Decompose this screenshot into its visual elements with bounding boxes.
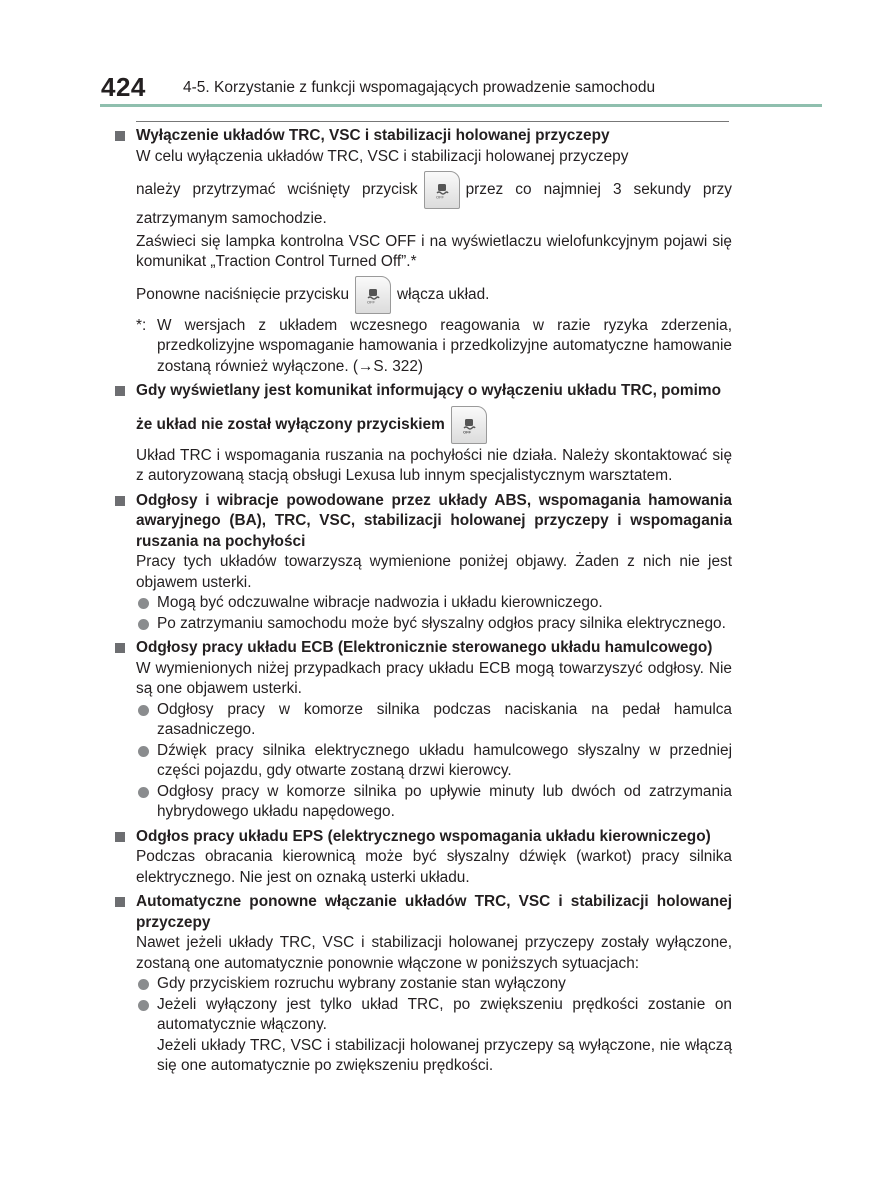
- section-title: Automatyczne ponowne włączanie układów TRC, VSC i stabilizacji holowanej przyczepy: [136, 893, 732, 931]
- list-item: [115, 995, 732, 1036]
- svg-text:OFF: OFF: [367, 299, 376, 304]
- text: Ponowne naciśnięcie przycisku: [136, 285, 350, 303]
- content-rule: [136, 121, 729, 122]
- square-bullet-icon: [115, 897, 125, 907]
- content: [115, 126, 732, 1077]
- list-item-text: Odgłosy pracy w komorze silnika podczas naciskania na pedał hamulca zasadniczego.: [157, 700, 732, 738]
- vsc-off-button-icon: [451, 406, 487, 444]
- section-trc-message: [115, 381, 732, 487]
- footnote: [115, 316, 732, 378]
- text: należy przytrzymać wciśnięty przycisk: [136, 181, 418, 199]
- list-item: [115, 782, 732, 823]
- paragraph: Pracy tych układów towarzyszą wymienione poniżej objawy. Żaden z nich nie jest objawem usterki.: [136, 553, 732, 591]
- section-noise-vibration: [115, 491, 732, 635]
- paragraph: W celu wyłączenia układów TRC, VSC i stabilizacji holowanej przyczepy: [136, 147, 629, 165]
- list-item-text: Jeżeli wyłączony jest tylko układ TRC, po zwiększeniu prędkości zostanie on automatycznie włączony.: [157, 995, 732, 1033]
- list-item: [115, 614, 732, 635]
- paragraph: [115, 276, 732, 314]
- section-title-cont: że układ nie został wyłączony przyciskiem: [136, 415, 445, 433]
- section-heading: [115, 126, 732, 147]
- list-item: [115, 741, 732, 782]
- footnote-text: W wersjach z układem wczesnego reagowania w razie ryzyka zderzenia, przedkolizyjne wspomaganie hamowania i przedkolizyjne automatyczne hamowanie zostaną również wyłączone. (→S. 322): [157, 316, 732, 375]
- square-bullet-icon: [115, 832, 125, 842]
- bullet-icon: [138, 787, 149, 798]
- bullet-icon: [138, 979, 149, 990]
- paragraph: Nawet jeżeli układy TRC, VSC i stabilizacji holowanej przyczepy zostały wyłączone, zostaną one automatycznie ponownie włączone w poniższych sytuacjach:: [136, 934, 732, 972]
- list-item-text: Mogą być odczuwalne wibracje nadwozia i układu kierowniczego.: [157, 594, 603, 611]
- section-heading-cont: [115, 406, 732, 444]
- list-item-text: Dźwięk pracy silnika elektrycznego układu hamulcowego słyszalny w przedniej części pojazdu, gdy otwarte zostaną drzwi kierowcy.: [157, 741, 732, 779]
- list-item-text: Gdy przyciskiem rozruchu wybrany zostanie stan wyłączony: [157, 975, 566, 992]
- section-title: Odgłos pracy układu EPS (elektrycznego wspomagania układu kierowniczego): [136, 827, 711, 845]
- section-heading: [115, 381, 732, 402]
- list-item-text: Odgłosy pracy w komorze silnika po upływie minuty lub dwóch od zatrzymania hybrydowego układu napędowego.: [157, 782, 732, 820]
- paragraph: W wymienionych niżej przypadkach pracy układu ECB mogą towarzyszyć odgłosy. Nie są one objawem usterki.: [136, 659, 732, 697]
- header-rule: [100, 104, 822, 107]
- bullet-icon: [138, 619, 149, 630]
- text: przez co najmniej 3 sekundy przy zatrzymanym samochodzie.: [136, 181, 732, 227]
- section-heading: [115, 827, 732, 848]
- list-item: [115, 974, 732, 995]
- square-bullet-icon: [115, 386, 125, 396]
- section-ecb: [115, 638, 732, 823]
- vsc-off-button-icon: [355, 276, 391, 314]
- section-heading: [115, 638, 732, 659]
- section-title: Odgłosy i wibracje powodowane przez układy ABS, wspomagania hamowania awaryjnego (BA), TRC, VSC, stabilizacji holowanej przyczepy i wspomagania ruszania na pochyłości: [136, 491, 732, 550]
- bullet-icon: [138, 746, 149, 757]
- bullet-icon: [138, 598, 149, 609]
- section-eps: [115, 827, 732, 889]
- section-title: Odgłosy pracy układu ECB (Elektronicznie sterowanego układu hamulcowego): [136, 639, 713, 656]
- paragraph: Podczas obracania kierownicą może być słyszalny dźwięk (warkot) pracy silnika elektrycznego. Nie jest on oznaką usterki układu.: [136, 848, 732, 886]
- text: włącza układ.: [397, 285, 490, 303]
- list-item: [115, 593, 732, 614]
- list-item-text: Po zatrzymaniu samochodu może być słyszalny odgłos pracy silnika elektrycznego.: [157, 614, 726, 632]
- paragraph: Układ TRC i wspomagania ruszania na pochyłości nie działa. Należy skontaktować się z autoryzowaną stacją obsługi Lexusa lub innym specjalistycznym warsztatem.: [136, 446, 732, 484]
- list-item: [115, 700, 732, 741]
- list-item-continuation: Jeżeli układy TRC, VSC i stabilizacji holowanej przyczepy są wyłączone, nie włączą się one automatycznie po zwiększeniu prędkości.: [157, 1036, 732, 1074]
- chapter-title: 4-5. Korzystanie z funkcji wspomagających prowadzenie samochodu: [183, 79, 656, 96]
- paragraph: [115, 171, 732, 230]
- page-number: 424: [101, 72, 146, 102]
- section-auto-reenable: [115, 892, 732, 1077]
- svg-text:OFF: OFF: [435, 194, 444, 199]
- section-heading: [115, 491, 732, 553]
- section-title: Gdy wyświetlany jest komunikat informujący o wyłączeniu układu TRC, pomimo: [136, 382, 721, 399]
- section-heading: [115, 892, 732, 933]
- footnote-mark: *:: [136, 316, 147, 334]
- paragraph: Zaświeci się lampka kontrolna VSC OFF i na wyświetlaczu wielofunkcyjnym pojawi się komunikat „Traction Control Turned Off”.*: [136, 232, 732, 270]
- bullet-icon: [138, 1000, 149, 1011]
- vsc-off-button-icon: [424, 171, 460, 209]
- square-bullet-icon: [115, 496, 125, 506]
- bullet-icon: [138, 705, 149, 716]
- square-bullet-icon: [115, 643, 125, 653]
- section-trc-vsc-off: [115, 126, 732, 377]
- section-title: Wyłączenie układów TRC, VSC i stabilizacji holowanej przyczepy: [136, 127, 610, 144]
- square-bullet-icon: [115, 131, 125, 141]
- svg-text:OFF: OFF: [462, 429, 471, 434]
